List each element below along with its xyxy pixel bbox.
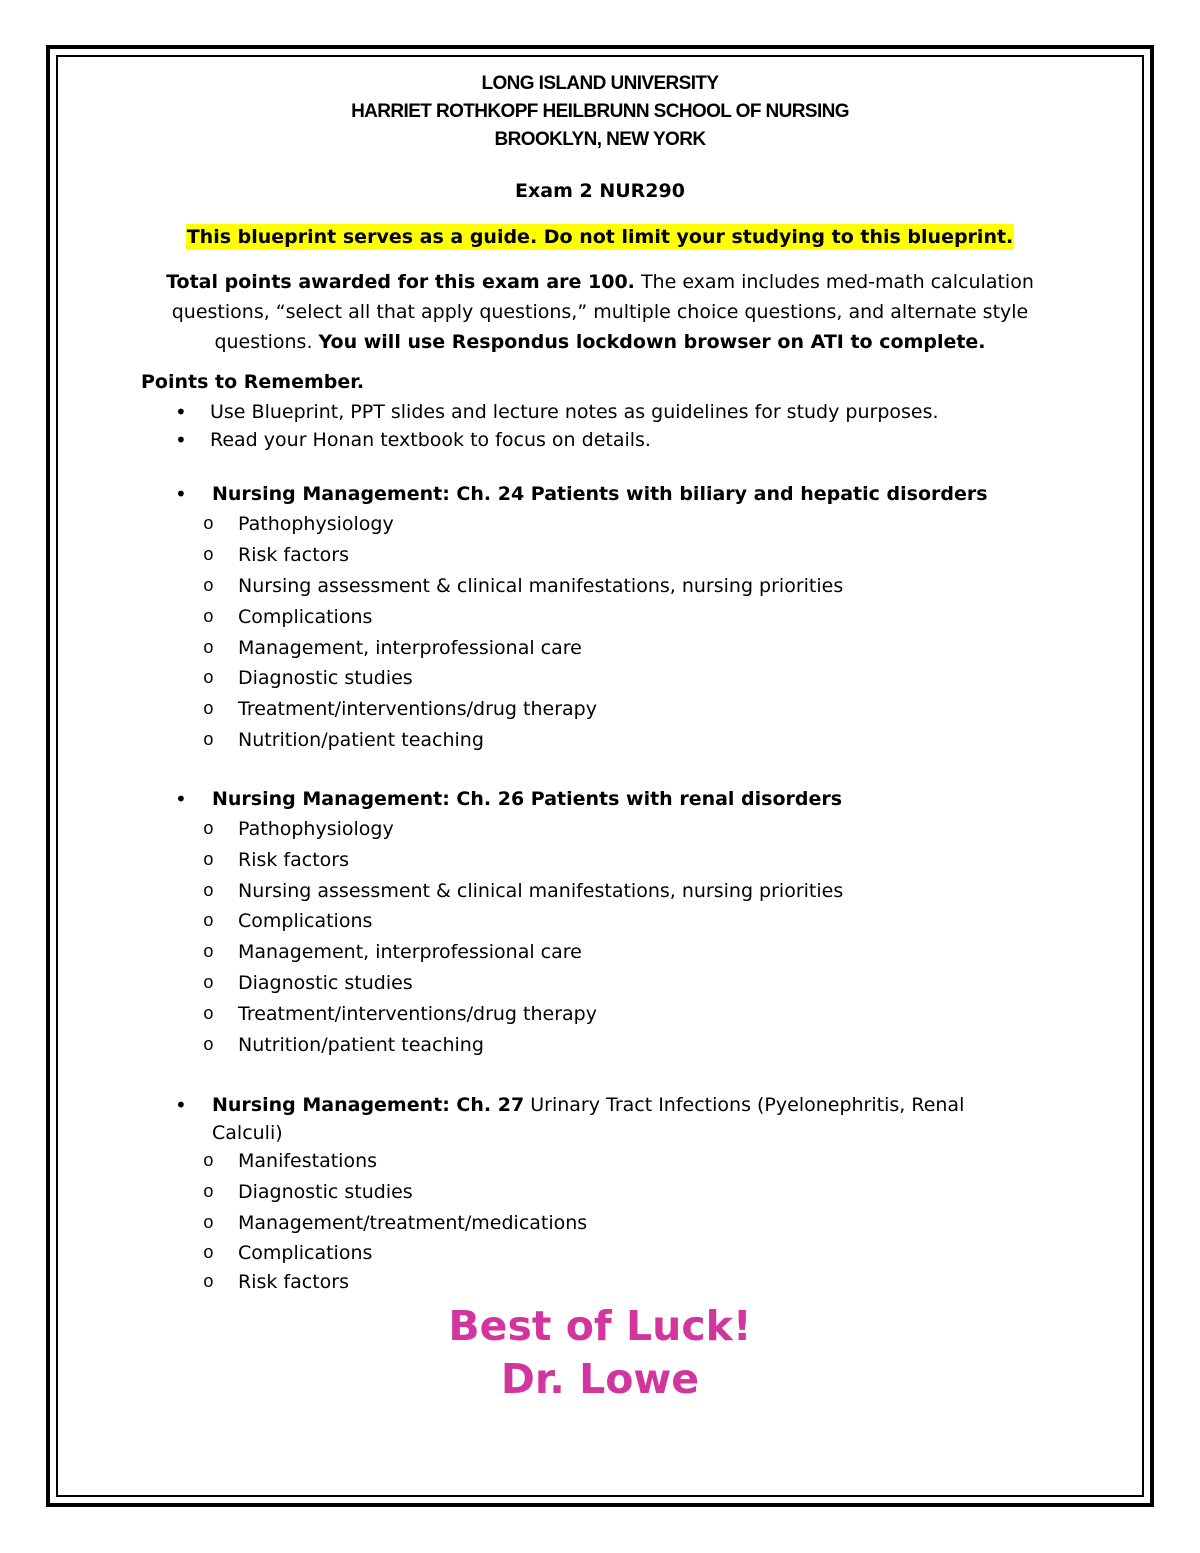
intro-paragraph xyxy=(130,267,1070,357)
bullet-icon: • xyxy=(175,482,187,506)
circle-bullet-icon: o xyxy=(203,1273,214,1293)
list-item-text: Management/treatment/medications xyxy=(238,1212,588,1234)
list-item-text: Management, interprofessional care xyxy=(238,637,582,659)
list-item-text: Nursing assessment & clinical manifestations, nursing priorities xyxy=(238,880,844,902)
circle-bullet-icon: o xyxy=(203,943,214,963)
circle-bullet-icon: o xyxy=(203,700,214,720)
header-school: HARRIET ROTHKOPF HEILBRUNN SCHOOL OF NURSING xyxy=(351,101,849,122)
section-title xyxy=(212,1091,1040,1147)
section-heading-ch26 xyxy=(170,785,1050,813)
point-text: Use Blueprint, PPT slides and lecture notes as guidelines for study purposes. xyxy=(210,401,939,423)
list-item-text: Nutrition/patient teaching xyxy=(238,1034,484,1056)
section-title-rest: Urinary Tract Infections (Pyelonephritis, Renal Calculi) xyxy=(212,1094,965,1144)
section-title xyxy=(212,480,1050,508)
list-item-text: Pathophysiology xyxy=(238,513,394,535)
circle-bullet-icon: o xyxy=(203,1183,214,1203)
point-text: Read your Honan textbook to focus on details. xyxy=(210,429,651,451)
notice-wrapper xyxy=(0,224,1200,250)
list-item-text: Risk factors xyxy=(238,544,349,566)
section-title-bold: Nursing Management: Ch. 24 Patients with biliary and hepatic disorders xyxy=(212,483,988,505)
circle-bullet-icon: o xyxy=(203,912,214,932)
bullet-icon: • xyxy=(175,1093,187,1117)
section-title xyxy=(212,785,1050,813)
list-item-text: Complications xyxy=(238,1242,373,1264)
circle-bullet-icon: o xyxy=(203,669,214,689)
circle-bullet-icon: o xyxy=(203,546,214,566)
circle-bullet-icon: o xyxy=(203,1214,214,1234)
list-item-text: Diagnostic studies xyxy=(238,1181,413,1203)
section-title-bold: Nursing Management: Ch. 27 xyxy=(212,1094,525,1116)
bullet-icon: • xyxy=(175,428,187,452)
circle-bullet-icon: o xyxy=(203,1005,214,1025)
list-item-text: Nursing assessment & clinical manifestations, nursing priorities xyxy=(238,575,844,597)
list-item-text: Management, interprofessional care xyxy=(238,941,582,963)
circle-bullet-icon: o xyxy=(203,851,214,871)
section-heading-ch24 xyxy=(170,480,1050,508)
list-item-text: Diagnostic studies xyxy=(238,972,413,994)
exam-title: Exam 2 NUR290 xyxy=(515,180,685,202)
list-item-text: Diagnostic studies xyxy=(238,667,413,689)
circle-bullet-icon: o xyxy=(203,1036,214,1056)
circle-bullet-icon: o xyxy=(203,731,214,751)
list-item-text: Pathophysiology xyxy=(238,818,394,840)
list-item-text: Complications xyxy=(238,606,373,628)
circle-bullet-icon: o xyxy=(203,820,214,840)
signoff-greeting: Best of Luck! xyxy=(448,1302,752,1350)
circle-bullet-icon: o xyxy=(203,515,214,535)
list-item-text: Treatment/interventions/drug therapy xyxy=(238,698,597,720)
list-item-text: Risk factors xyxy=(238,1271,349,1293)
highlighted-notice: This blueprint serves as a guide. Do not limit your studying to this blueprint. xyxy=(186,226,1014,248)
circle-bullet-icon: o xyxy=(203,1244,214,1264)
circle-bullet-icon: o xyxy=(203,974,214,994)
points-heading: Points to Remember. xyxy=(141,371,365,393)
section-title-bold: Nursing Management: Ch. 26 Patients with renal disorders xyxy=(212,788,843,810)
circle-bullet-icon: o xyxy=(203,577,214,597)
list-item-text: Manifestations xyxy=(238,1150,378,1172)
intro-bold-tail: You will use Respondus lockdown browser on ATI to complete. xyxy=(318,331,986,353)
circle-bullet-icon: o xyxy=(203,608,214,628)
circle-bullet-icon: o xyxy=(203,1152,214,1172)
circle-bullet-icon: o xyxy=(203,639,214,659)
list-item-text: Treatment/interventions/drug therapy xyxy=(238,1003,597,1025)
header-location: BROOKLYN, NEW YORK xyxy=(494,129,706,150)
header-university: LONG ISLAND UNIVERSITY xyxy=(481,73,719,94)
signoff-author: Dr. Lowe xyxy=(500,1355,700,1403)
intro-body: The exam includes med-math calculation questions, “select all that apply questions,” multiple choice questions, and alternate style questions. xyxy=(171,271,1034,353)
bullet-icon: • xyxy=(175,400,187,424)
section-heading-ch27 xyxy=(170,1091,1040,1147)
intro-bold-lead: Total points awarded for this exam are 100. xyxy=(166,271,635,293)
list-item-text: Risk factors xyxy=(238,849,349,871)
bullet-icon: • xyxy=(175,787,187,811)
list-item-text: Nutrition/patient teaching xyxy=(238,729,484,751)
list-item-text: Complications xyxy=(238,910,373,932)
circle-bullet-icon: o xyxy=(203,882,214,902)
